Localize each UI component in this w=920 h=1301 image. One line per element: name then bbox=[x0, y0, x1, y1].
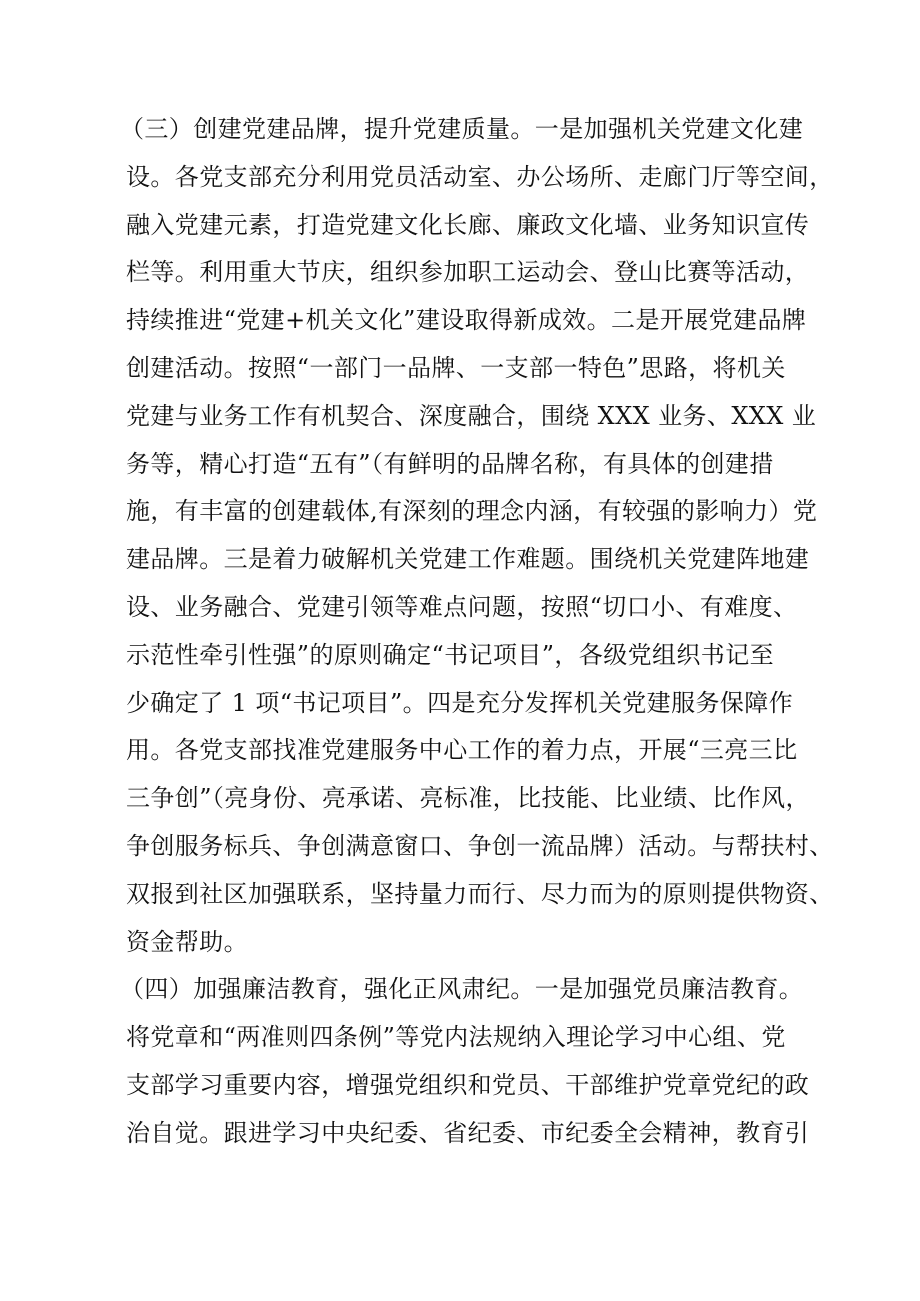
text-line: 持续推进“党建+机关文化”建设取得新成效。二是开展党建品牌 bbox=[126, 306, 807, 335]
text-line: 资金帮助。 bbox=[126, 927, 248, 956]
text-line: 双报到社区加强联系，坚持量力而行、尽力而为的原则提供物资、 bbox=[126, 879, 834, 908]
text-line: 融入党建元素，打造党建文化长廊、廉政文化墙、业务知识宣传 bbox=[126, 210, 810, 239]
text-line: 三争创”（亮身份、亮承诺、亮标准，比技能、比业绩、比作风， bbox=[126, 784, 810, 813]
text-line: 少确定了 1 项“书记项目”。四是充分发挥机关党建服务保障作 bbox=[126, 688, 794, 717]
text-line: 设、业务融合、党建引领等难点问题，按照“切口小、有难度、 bbox=[126, 592, 798, 621]
text-line: 创建活动。按照“一部门一品牌、一支部一特色”思路，将机关 bbox=[126, 353, 786, 382]
body-text bbox=[120, 106, 834, 1158]
text-line: 施，有丰富的创建载体,有深刻的理念内涵，有较强的影响力）党 bbox=[126, 497, 818, 526]
text-line: 争创服务标兵、争创满意窗口、争创一流品牌）活动。与帮扶村、 bbox=[126, 831, 834, 860]
text-line: 务等，精心打造“五有”（有鲜明的品牌名称，有具体的创建措 bbox=[126, 449, 774, 478]
text-line: 栏等。利用重大节庆，组织参加职工运动会、登山比赛等活动， bbox=[126, 258, 810, 287]
text-line: 建品牌。三是着力破解机关党建工作难题。围绕机关党建阵地建 bbox=[126, 545, 810, 574]
section-heading-line: （四）加强廉洁教育，强化正风肃纪。一是加强党员廉洁教育。 bbox=[120, 975, 804, 1004]
text-line: 治自觉。跟进学习中央纪委、省纪委、市纪委全会精神，教育引 bbox=[126, 1118, 810, 1147]
text-line: 用。各党支部找准党建服务中心工作的着力点，开展“三亮三比 bbox=[126, 736, 798, 765]
text-line: 党建与业务工作有机契合、深度融合，围绕 XXX 业务、XXX 业 bbox=[126, 401, 817, 430]
text-line: 将党章和“两准则四条例”等党内法规纳入理论学习中心组、党 bbox=[126, 1023, 786, 1052]
text-line: 设。各党支部充分利用党员活动室、办公场所、走廊门厅等空间， bbox=[126, 162, 834, 191]
text-line: 支部学习重要内容，增强党组织和党员、干部维护党章党纪的政 bbox=[126, 1070, 810, 1099]
section-heading-line: （三）创建党建品牌，提升党建质量。一是加强机关党建文化建 bbox=[120, 115, 804, 143]
text-line: 示范性牵引性强”的原则确定“书记项目”，各级党组织书记至 bbox=[126, 640, 775, 669]
